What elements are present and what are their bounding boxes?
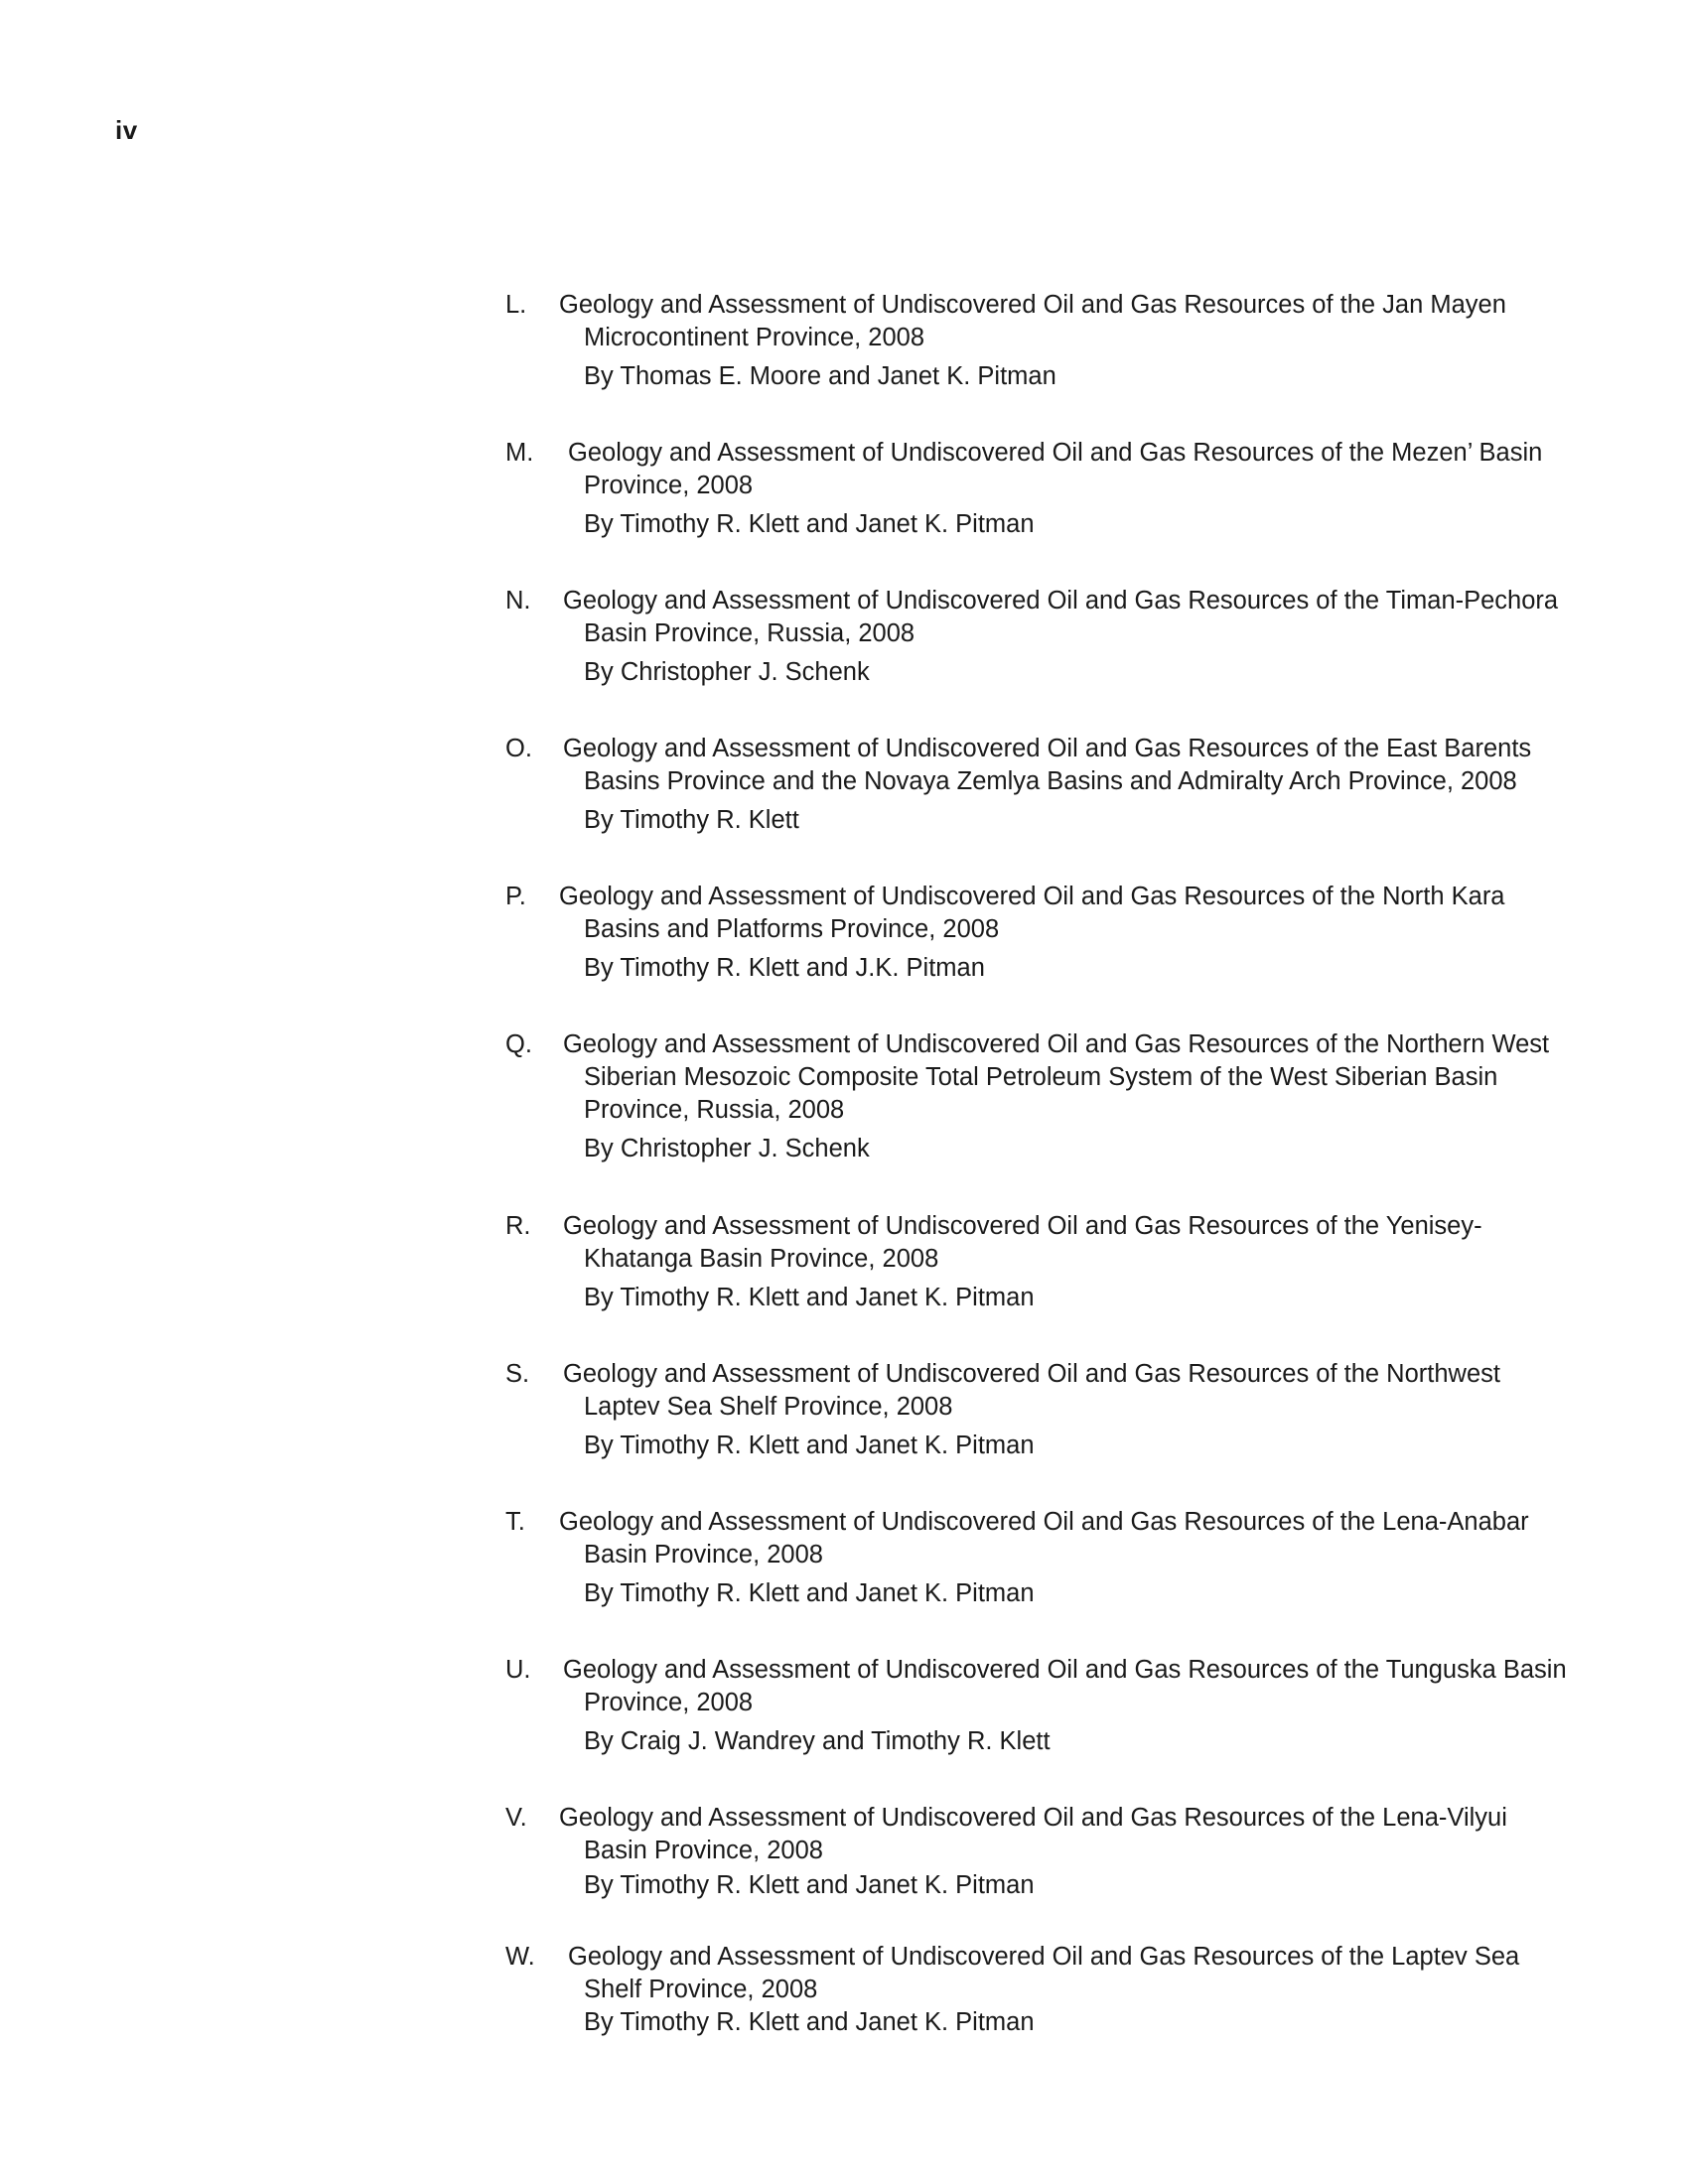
chapter-authors: By Christopher J. Schenk [584, 658, 870, 686]
chapter-title-line1: Geology and Assessment of Undiscovered Oil and Gas Resources of the Laptev Sea [568, 1943, 1520, 1971]
contents-entry-r [505, 1210, 1558, 1358]
chapter-title-line2: Siberian Mesozoic Composite Total Petroleum System of the West Siberian Basin [584, 1063, 1498, 1091]
contents-entry-o [505, 733, 1558, 881]
page-number: iv [115, 115, 138, 145]
chapter-letter: S. [505, 1360, 530, 1388]
chapter-authors: By Timothy R. Klett and Janet K. Pitman [584, 1871, 1035, 1899]
chapter-title-line1: Geology and Assessment of Undiscovered Oil and Gas Resources of the Yenisey- [563, 1212, 1482, 1240]
contents-entry-m [505, 437, 1558, 585]
chapter-title-line2: Province, 2008 [584, 472, 754, 499]
chapter-title-line1: Geology and Assessment of Undiscovered Oil and Gas Resources of the Lena-Anabar [559, 1508, 1529, 1536]
chapter-authors: By Timothy R. Klett and Janet K. Pitman [584, 1432, 1035, 1459]
chapter-title-line2: Microcontinent Province, 2008 [584, 324, 925, 351]
chapter-title-line1: Geology and Assessment of Undiscovered Oil and Gas Resources of the North Kara [559, 883, 1505, 910]
chapter-title-line1: Geology and Assessment of Undiscovered Oil and Gas Resources of the Jan Mayen [559, 291, 1506, 319]
chapter-authors: By Timothy R. Klett and J.K. Pitman [584, 954, 985, 982]
chapter-authors: By Timothy R. Klett and Janet K. Pitman [584, 2008, 1035, 2036]
chapter-authors: By Thomas E. Moore and Janet K. Pitman [584, 362, 1056, 390]
contents-entry-n [505, 585, 1558, 733]
chapter-title-line2: Basin Province, 2008 [584, 1837, 823, 1864]
contents-entry-w [505, 1941, 1558, 2050]
contents-entry-v [505, 1802, 1558, 1941]
chapter-title-line2: Khatanga Basin Province, 2008 [584, 1245, 939, 1273]
chapter-title-line1: Geology and Assessment of Undiscovered Oil and Gas Resources of the Lena-Vilyui [559, 1804, 1507, 1832]
chapter-authors: By Timothy R. Klett and Janet K. Pitman [584, 1579, 1035, 1607]
chapter-authors: By Christopher J. Schenk [584, 1135, 870, 1162]
chapter-authors: By Timothy R. Klett [584, 806, 799, 834]
contents-entry-q [505, 1028, 1558, 1210]
chapter-authors: By Timothy R. Klett and Janet K. Pitman [584, 1284, 1035, 1311]
contents-entry-u [505, 1654, 1567, 1802]
chapter-title-line2: Shelf Province, 2008 [584, 1976, 818, 2003]
chapter-letter: T. [505, 1508, 525, 1536]
contents-entry-s [505, 1358, 1558, 1506]
contents-entry-t [505, 1506, 1558, 1654]
contents-entry-l [505, 289, 1558, 437]
chapter-letter: R. [505, 1212, 531, 1240]
chapter-title-line2: Basin Province, 2008 [584, 1541, 823, 1569]
chapter-title-line1: Geology and Assessment of Undiscovered Oil and Gas Resources of the Timan-Pechora [563, 587, 1559, 614]
chapter-authors: By Timothy R. Klett and Janet K. Pitman [584, 510, 1035, 538]
chapter-letter: M. [505, 439, 534, 467]
chapter-letter: Q. [505, 1030, 532, 1058]
chapter-letter: W. [505, 1943, 535, 1971]
chapter-title-line3: Province, Russia, 2008 [584, 1096, 845, 1124]
chapter-letter: O. [505, 735, 532, 762]
chapter-title-line2: Basins and Platforms Province, 2008 [584, 915, 1000, 943]
chapter-title-line1: Geology and Assessment of Undiscovered Oil and Gas Resources of the Northwest [563, 1360, 1500, 1388]
chapter-letter: V. [505, 1804, 527, 1832]
chapter-title-line2: Province, 2008 [584, 1689, 754, 1716]
contents-entry-p [505, 881, 1558, 1028]
chapter-title-line2: Basin Province, Russia, 2008 [584, 619, 915, 647]
chapter-letter: L. [505, 291, 527, 319]
contents-list [505, 289, 1567, 2050]
chapter-letter: N. [505, 587, 531, 614]
chapter-title-line2: Basins Province and the Novaya Zemlya Basins and Admiralty Arch Province, 2008 [584, 767, 1517, 795]
chapter-title-line1: Geology and Assessment of Undiscovered Oil and Gas Resources of the East Barents [563, 735, 1532, 762]
chapter-title-line2: Laptev Sea Shelf Province, 2008 [584, 1393, 953, 1421]
chapter-authors: By Craig J. Wandrey and Timothy R. Klett [584, 1727, 1051, 1755]
chapter-title-line1: Geology and Assessment of Undiscovered Oil and Gas Resources of the Northern West [563, 1030, 1550, 1058]
chapter-title-line1: Geology and Assessment of Undiscovered Oil and Gas Resources of the Tunguska Basin [563, 1656, 1567, 1684]
chapter-title-line1: Geology and Assessment of Undiscovered Oil and Gas Resources of the Mezen’ Basin [568, 439, 1543, 467]
chapter-letter: P. [505, 883, 526, 910]
chapter-letter: U. [505, 1656, 531, 1684]
